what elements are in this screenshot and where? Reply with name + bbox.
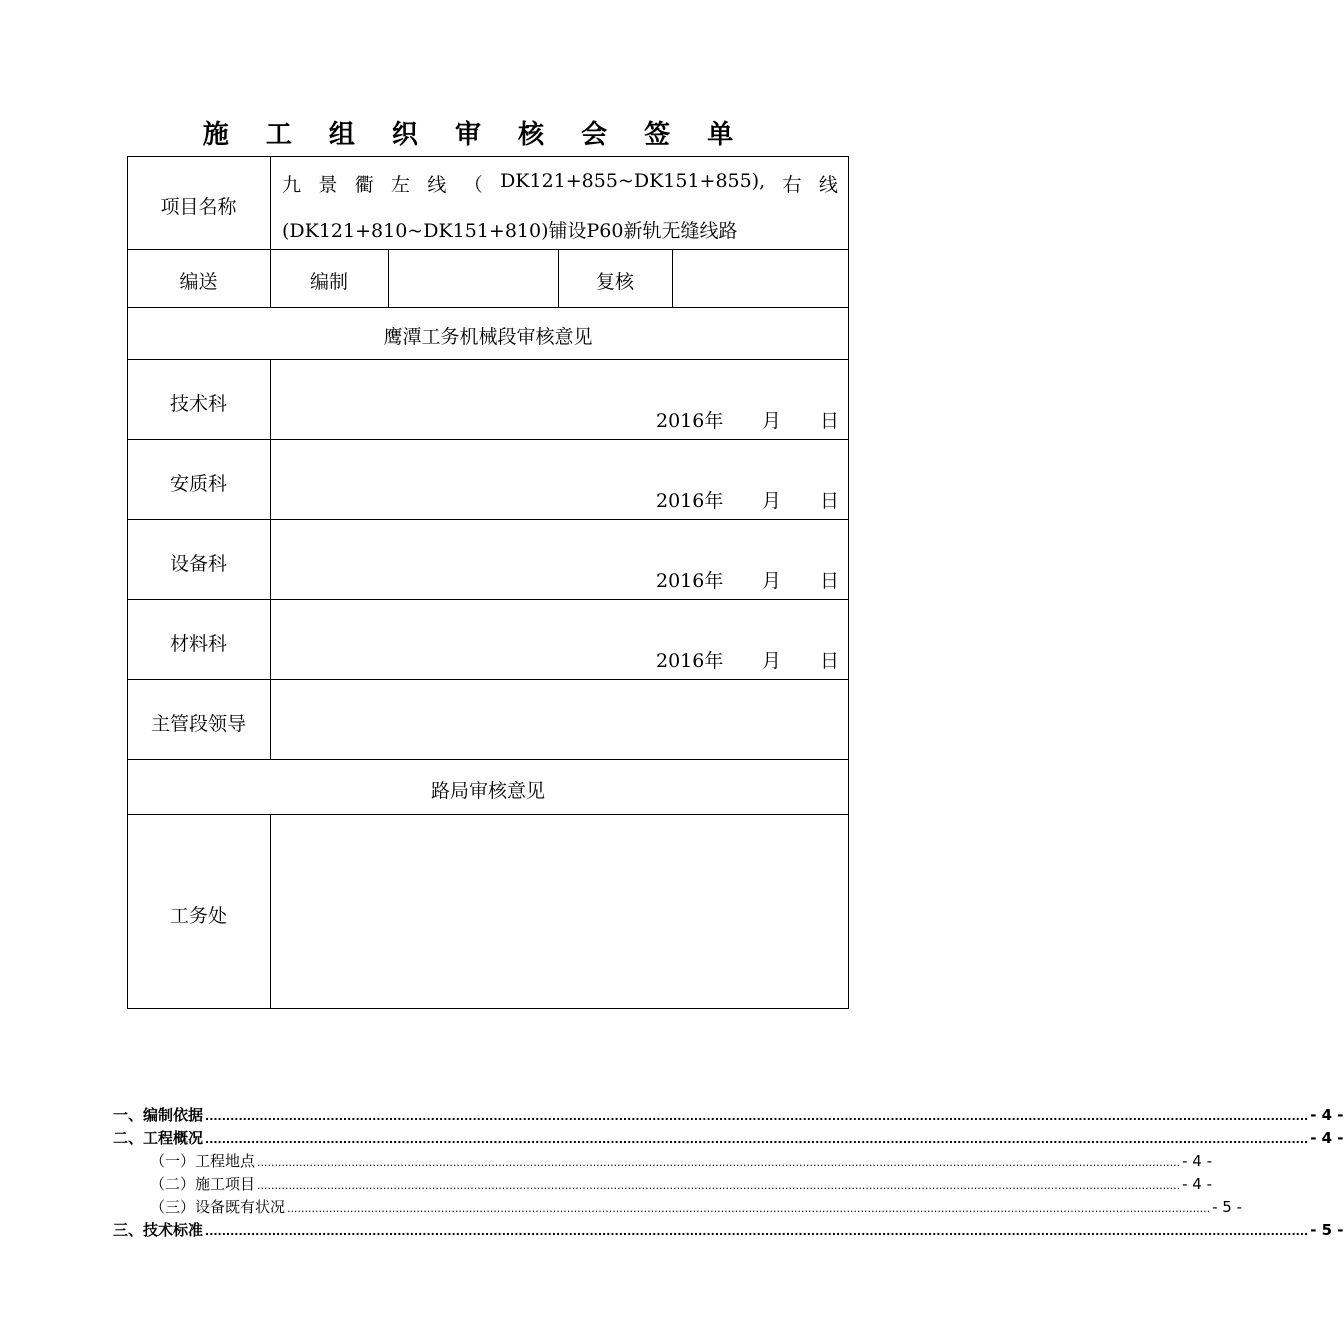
project-word: DK121+855~DK151+855), — [500, 170, 766, 192]
toc-entry[interactable] — [113, 1104, 1344, 1125]
toc-label: （一）工程地点 — [150, 1152, 256, 1170]
toc-page: - 4 - — [1182, 1175, 1213, 1193]
project-word: 九 — [282, 174, 302, 196]
date-day: 日 — [820, 490, 840, 512]
dept-label: 材料科 — [169, 633, 227, 655]
toc-entry[interactable] — [150, 1196, 1243, 1217]
toc-page: - 4 - — [1310, 1106, 1344, 1124]
date-year: 2016年 — [656, 490, 724, 512]
toc-label: 三、技术标准 — [113, 1221, 204, 1239]
toc-page: - 4 - — [1310, 1129, 1344, 1147]
row-divider — [127, 249, 849, 250]
toc-page: - 5 - — [1212, 1198, 1243, 1216]
col-divider — [672, 249, 673, 308]
toc-leader: ........................................................................................................................................................................................................................................................................ — [205, 1110, 1309, 1123]
project-word: （ — [463, 174, 483, 196]
row-divider — [127, 307, 849, 308]
dept-label: 技术科 — [169, 393, 227, 415]
toc-label: 二、工程概况 — [113, 1129, 204, 1147]
row-divider — [127, 359, 849, 360]
project-word: 右 — [782, 174, 802, 196]
col-divider — [270, 814, 271, 1009]
bureau-review-header: 路局审核意见 — [430, 780, 545, 802]
date-year: 2016年 — [656, 650, 724, 672]
toc-entry[interactable] — [113, 1219, 1344, 1240]
row-divider — [127, 439, 849, 440]
project-name-line2: (DK121+810~DK151+810)铺设P60新轨无缝线路 — [282, 220, 738, 242]
date-month: 月 — [762, 650, 782, 672]
review-label: 复核 — [595, 271, 634, 293]
col-divider — [388, 249, 389, 308]
date-month: 月 — [762, 570, 782, 592]
project-word: 线 — [818, 174, 838, 196]
row-divider — [127, 679, 849, 680]
project-word: 衢 — [354, 174, 374, 196]
toc-leader: ........................................................................................................................................................................................................................................................................ — [257, 1179, 1181, 1192]
depot-review-header: 鹰潭工务机械段审核意见 — [383, 326, 593, 348]
date-month: 月 — [762, 410, 782, 432]
row-divider — [127, 759, 849, 760]
toc-page: - 5 - — [1310, 1221, 1344, 1239]
project-name-line1 — [282, 170, 838, 197]
col-divider — [270, 359, 271, 760]
toc-entry[interactable] — [113, 1127, 1344, 1148]
leader-label: 主管段领导 — [150, 713, 246, 735]
project-word: 线 — [427, 174, 447, 196]
row-divider — [127, 814, 849, 815]
toc-entry[interactable] — [150, 1173, 1213, 1194]
page-title: 施 工 组 织 审 核 会 签 单 — [202, 120, 748, 150]
toc-label: （三）设备既有状况 — [150, 1198, 286, 1216]
date-day: 日 — [820, 410, 840, 432]
date-year: 2016年 — [656, 410, 724, 432]
toc-label: （二）施工项目 — [150, 1175, 256, 1193]
dept-label: 安质科 — [169, 473, 227, 495]
date-month: 月 — [762, 490, 782, 512]
date-day: 日 — [820, 650, 840, 672]
toc-leader: ........................................................................................................................................................................................................................................................................ — [205, 1225, 1309, 1238]
bureau-dept-label: 工务处 — [169, 905, 227, 927]
toc-label: 一、编制依据 — [113, 1106, 204, 1124]
toc-leader: ........................................................................................................................................................................................................................................................................ — [257, 1156, 1181, 1169]
project-name-label: 项目名称 — [160, 196, 237, 218]
toc-leader: ........................................................................................................................................................................................................................................................................ — [287, 1202, 1211, 1215]
row-divider — [127, 599, 849, 600]
date-year: 2016年 — [656, 570, 724, 592]
project-word: 景 — [318, 174, 338, 196]
project-word: 左 — [391, 174, 411, 196]
toc-entry[interactable] — [150, 1150, 1213, 1171]
submit-label: 编送 — [179, 271, 218, 293]
toc-leader: ........................................................................................................................................................................................................................................................................ — [205, 1133, 1309, 1146]
dept-label: 设备科 — [169, 553, 227, 575]
compile-label: 编制 — [309, 271, 348, 293]
toc-page: - 4 - — [1182, 1152, 1213, 1170]
row-divider — [127, 519, 849, 520]
date-day: 日 — [820, 570, 840, 592]
